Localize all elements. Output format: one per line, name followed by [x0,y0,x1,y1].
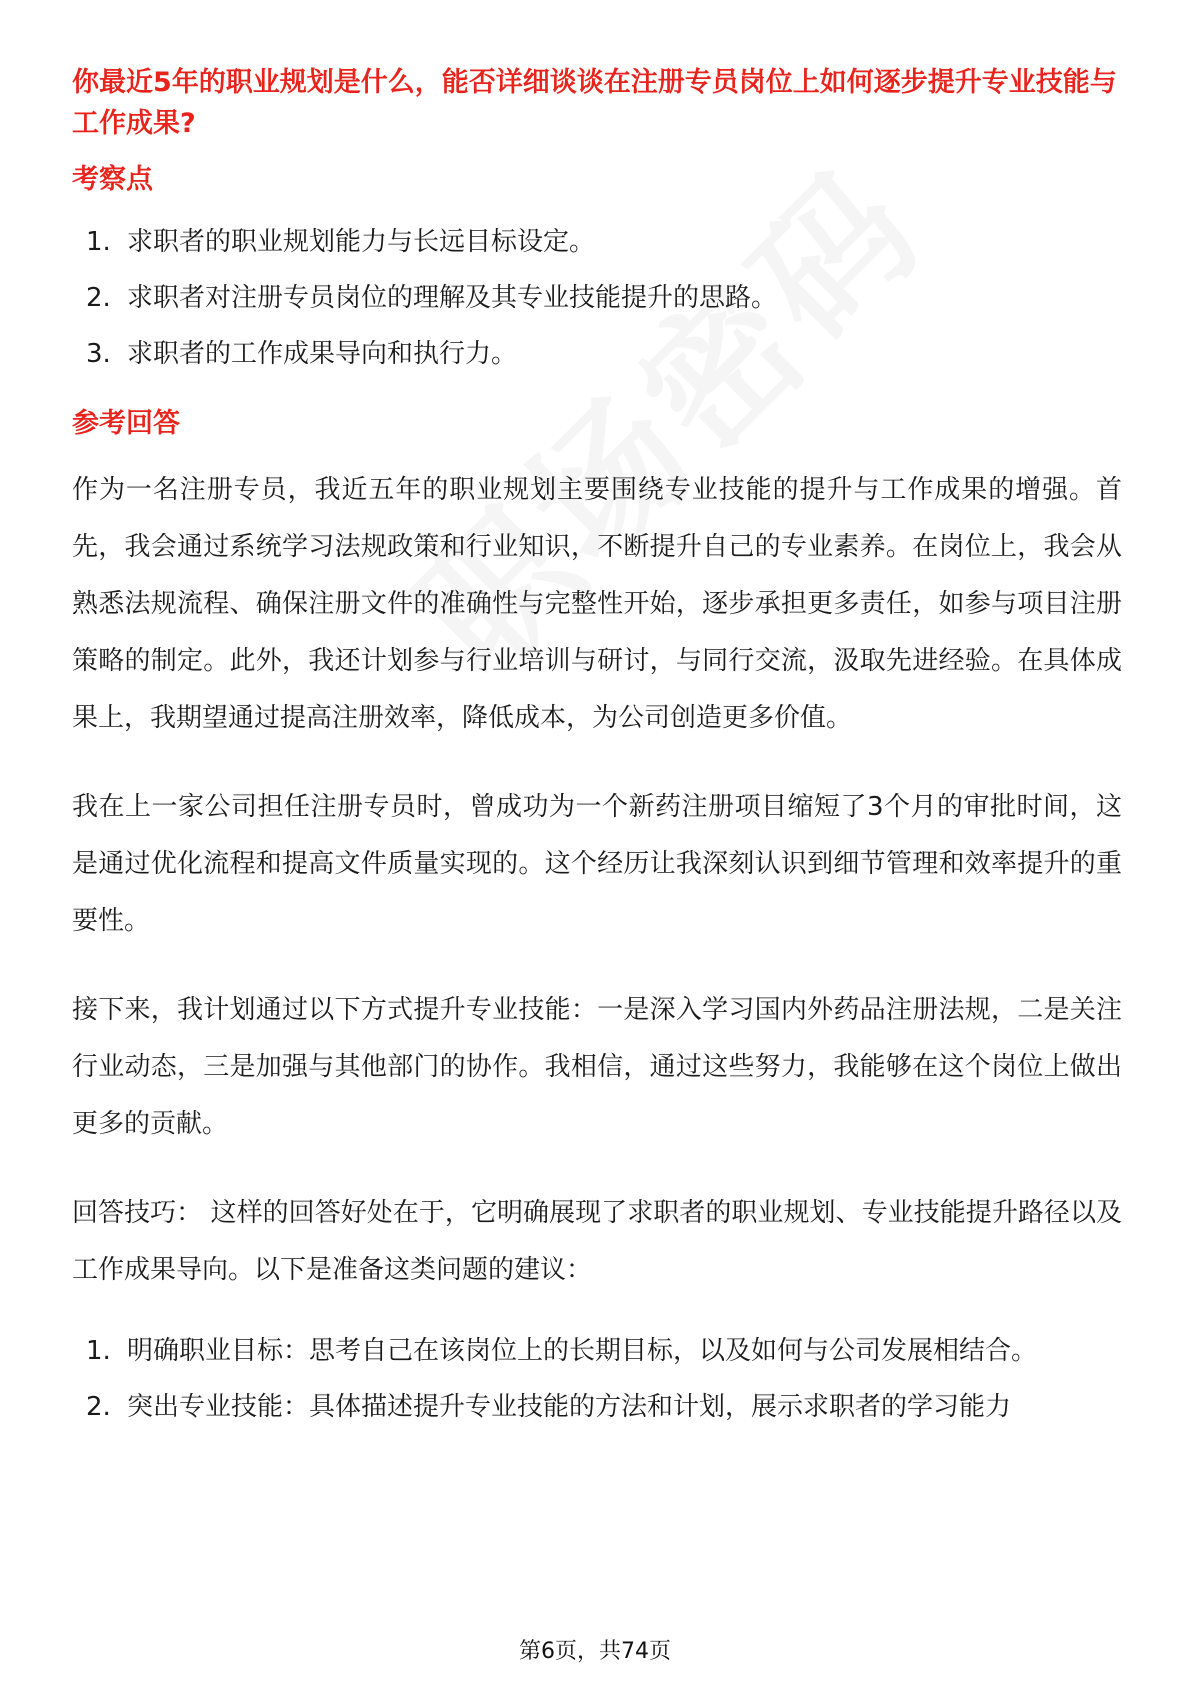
list-item-number: 2. [86,283,111,313]
list-item-text: 求职者对注册专员岗位的理解及其专业技能提升的思路。 [127,283,778,313]
list-item [72,1379,1122,1435]
tips-list [72,1323,1122,1435]
list-item [72,1323,1122,1379]
answer-section-title: 参考回答 [72,408,180,439]
list-item [72,270,1122,326]
list-item-text: 突出专业技能：具体描述提升专业技能的方法和计划，展示求职者的学习能力 [127,1392,1012,1422]
list-item-number: 3. [86,339,111,369]
points-list [72,214,1122,382]
answer-tips-intro: 回答技巧： 这样的回答好处在于，它明确展现了求职者的职业规划、专业技能提升路径以及工作成果导向。以下是准备这类问题的建议： [72,1198,1122,1285]
answer-paragraph: 接下来，我计划通过以下方式提升专业技能：一是深入学习国内外药品注册法规，二是关注行业动态，三是加强与其他部门的协作。我相信，通过这些努力，我能够在这个岗位上做出更多的贡献。 [72,995,1122,1139]
list-item-text: 求职者的职业规划能力与长远目标设定。 [127,227,596,257]
list-item-number: 2. [86,1392,111,1422]
list-item [72,326,1122,382]
list-item-number: 1. [86,227,111,257]
document-content [72,62,1122,1435]
list-item-text: 明确职业目标：思考自己在该岗位上的长期目标，以及如何与公司发展相结合。 [127,1336,1038,1366]
question-heading: 你最近5年的职业规划是什么，能否详细谈谈在注册专员岗位上如何逐步提升专业技能与工作成果? [72,67,1117,139]
points-section-title: 考察点 [72,164,153,195]
answer-paragraph: 我在上一家公司担任注册专员时，曾成功为一个新药注册项目缩短了3个月的审批时间，这是通过优化流程和提高文件质量实现的。这个经历让我深刻认识到细节管理和效率提升的重要性。 [72,792,1122,936]
answer-paragraph: 作为一名注册专员，我近五年的职业规划主要围绕专业技能的提升与工作成果的增强。首先，我会通过系统学习法规政策和行业知识，不断提升自己的专业素养。在岗位上，我会从熟悉法规流程、确保注册文件的准确性与完整性开始，逐步承担更多责任，如参与项目注册策略的制定。此外，我还计划参与行业培训与研讨，与同行交流，汲取先进经验。在具体成果上，我期望通过提高注册效率，降低成本，为公司创造更多价值。 [72,475,1122,733]
list-item-text: 求职者的工作成果导向和执行力。 [127,339,518,369]
page-footer: 第6页，共74页 [519,1639,671,1664]
list-item [72,214,1122,270]
list-item-number: 1. [86,1336,111,1366]
